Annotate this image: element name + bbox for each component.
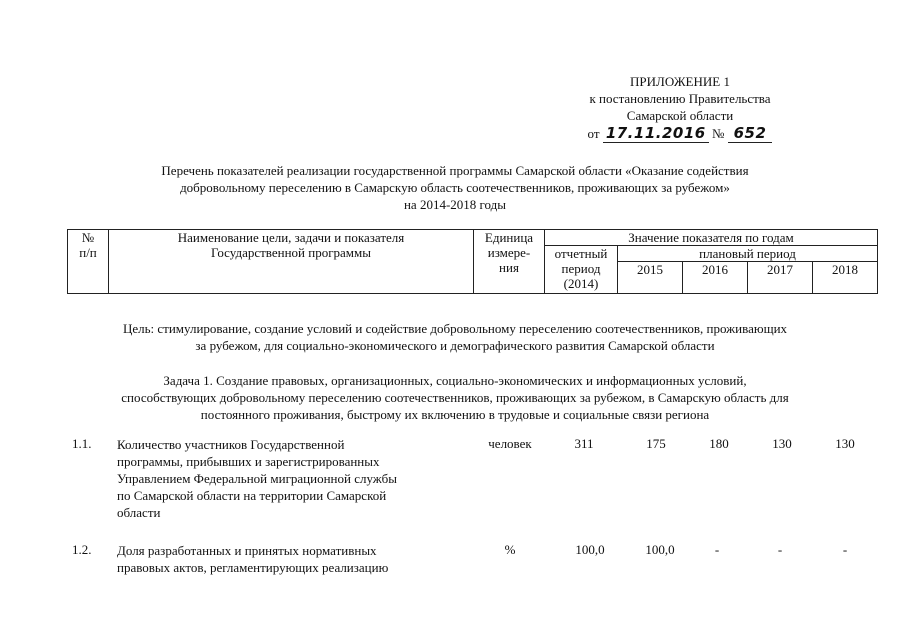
header-year-2017: 2017 xyxy=(748,262,813,294)
row-1-name-line: Управлением Федеральной миграционной службы xyxy=(117,471,397,486)
header-report-line-3: (2014) xyxy=(563,276,599,291)
row-1-number: 1.1. xyxy=(72,436,92,451)
header-planned-period: плановый период xyxy=(618,246,878,262)
row-2-name-line: правовых актов, регламентирующих реализацию xyxy=(117,560,389,575)
appendix-title: ПРИЛОЖЕНИЕ 1 xyxy=(630,74,730,89)
header-name-line-1: Наименование цели, задачи и показателя xyxy=(177,230,405,245)
row-2-number: 1.2. xyxy=(72,542,92,557)
row-2-value-2014: 100,0 xyxy=(575,542,605,557)
header-year-2015: 2015 xyxy=(618,262,683,294)
header-unit xyxy=(474,230,545,294)
row-2-value-2016: - xyxy=(714,542,720,557)
header-unit-line-3: ния xyxy=(499,260,519,275)
task-line-2: способствующих добровольному переселению соотечественников, проживающих за рубежом, в Самарскую область для xyxy=(121,390,789,405)
indicators-table-header xyxy=(67,229,878,294)
row-2-value-2015: 100,0 xyxy=(645,542,675,557)
document-title xyxy=(60,162,850,213)
row-1-value-2014: 311 xyxy=(574,436,594,451)
header-unit-line-1: Единица xyxy=(484,230,534,245)
header-report-line-2: период xyxy=(561,261,601,276)
row-1-name-line: Количество участников Государственной xyxy=(117,437,345,452)
row-1-unit: человек xyxy=(488,436,532,451)
header-name xyxy=(109,230,474,294)
date-prefix: от xyxy=(587,126,600,141)
row-1-value-2015: 175 xyxy=(646,436,666,451)
header-values-title: Значение показателя по годам xyxy=(545,230,878,246)
task-line-1: Задача 1. Создание правовых, организационных, социально-экономических и информационных условий, xyxy=(163,373,747,388)
goal-line-1: Цель: стимулирование, создание условий и содействие добровольному переселению соотечественников, проживающих xyxy=(122,321,788,336)
row-1-value-2018: 130 xyxy=(835,436,855,451)
handwritten-number: 652 xyxy=(728,124,773,143)
goal-line-2: за рубежом, для социально-экономического и демографического развития Самарской области xyxy=(195,338,715,353)
header-num-line-2: п/п xyxy=(79,245,97,260)
number-prefix: № xyxy=(711,126,725,141)
row-2-name-line: Доля разработанных и принятых нормативных xyxy=(117,543,377,558)
title-line-3: на 2014-2018 годы xyxy=(403,197,507,212)
header-year-2016: 2016 xyxy=(683,262,748,294)
goal-text xyxy=(60,320,850,354)
row-2-name xyxy=(117,542,462,576)
header-name-line-2: Государственной программы xyxy=(210,245,371,260)
appendix-line-1: к постановлению Правительства xyxy=(589,91,771,106)
header-num xyxy=(68,230,109,294)
header-num-line-1: № xyxy=(81,230,95,245)
row-1-name-line: по Самарской области на территории Самарской xyxy=(117,488,387,503)
header-report-period xyxy=(545,246,618,294)
handwritten-date: 17.11.2016 xyxy=(603,124,709,143)
row-1-value-2016: 180 xyxy=(709,436,729,451)
row-1-name xyxy=(117,436,462,521)
header-unit-line-2: измере- xyxy=(487,245,531,260)
row-2-value-2017: - xyxy=(777,542,783,557)
title-line-1: Перечень показателей реализации государственной программы Самарской области «Оказание содействия xyxy=(161,163,749,178)
task-line-3: постоянного проживания, быстрому их включению в трудовые и социальные связи региона xyxy=(200,407,710,422)
appendix-date-line xyxy=(560,125,800,142)
row-1-value-2017: 130 xyxy=(772,436,792,451)
task-text xyxy=(60,372,850,423)
appendix-line-2: Самарской области xyxy=(626,108,734,123)
header-year-2018: 2018 xyxy=(813,262,878,294)
row-2-unit: % xyxy=(504,542,516,557)
header-report-line-1: отчетный xyxy=(554,246,608,261)
appendix-block xyxy=(560,73,800,142)
row-1-name-line: программы, прибывших и зарегистрированных xyxy=(117,454,380,469)
row-1-name-line: области xyxy=(117,505,161,520)
title-line-2: добровольному переселению в Самарскую область соотечественников, проживающих за рубежом» xyxy=(180,180,730,195)
row-2-value-2018: - xyxy=(842,542,848,557)
